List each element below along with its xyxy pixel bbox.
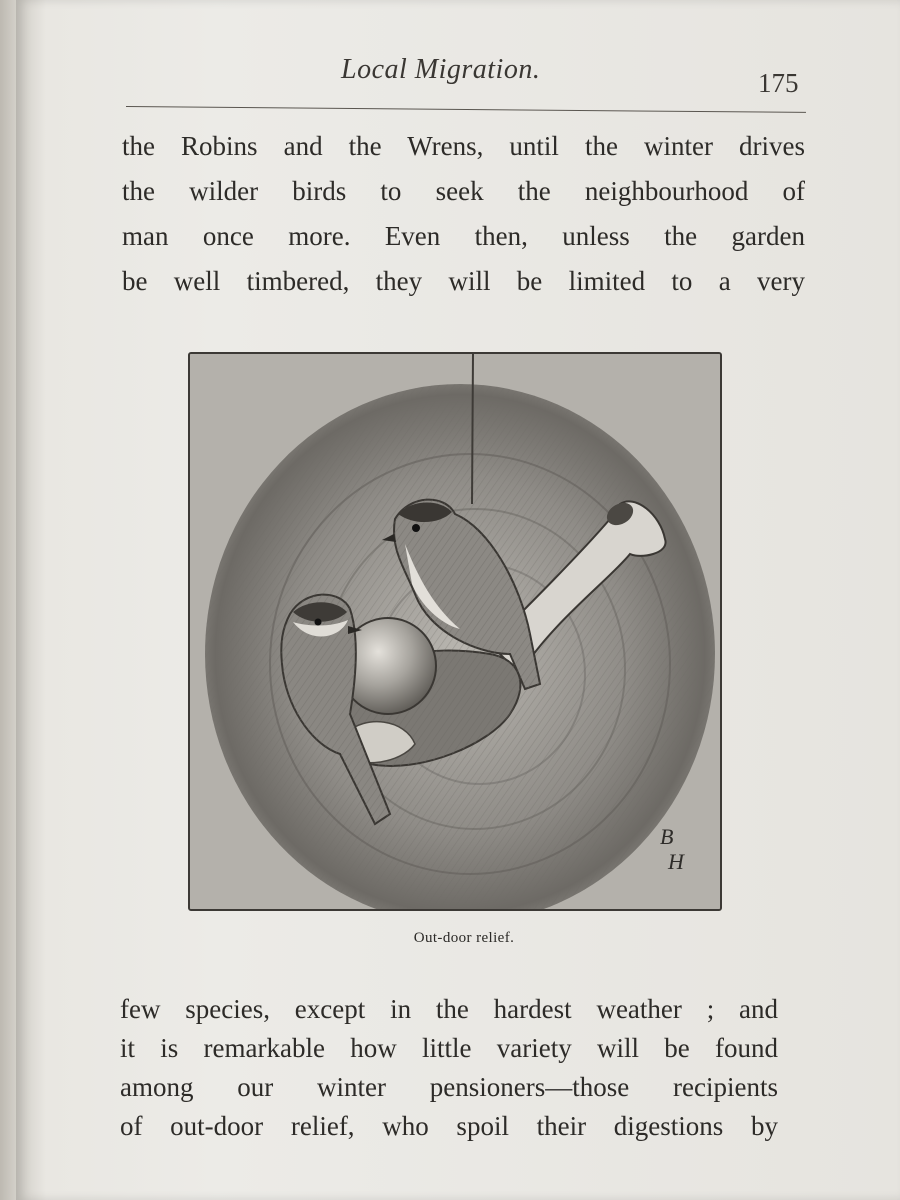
text-line: the wilder birds to seek the neighbourhood of xyxy=(122,176,805,206)
text-line: it is remarkable how little variety will be found xyxy=(120,1033,778,1063)
engraving-drawing xyxy=(190,354,720,909)
book-spine xyxy=(0,0,16,1200)
monogram-letter-b: B xyxy=(660,824,674,849)
page-header xyxy=(16,50,900,100)
engraving-illustration xyxy=(188,352,722,911)
text-line: few species, except in the hardest weather ; and xyxy=(120,994,778,1024)
text-line: be well timbered, they will be limited to a very xyxy=(122,266,805,296)
header-rule xyxy=(126,106,806,113)
hanging-string xyxy=(472,354,473,504)
figure-caption: Out-door relief. xyxy=(413,930,515,946)
text-line: the Robins and the Wrens, until the winter drives xyxy=(122,131,805,161)
page-number: 175 xyxy=(758,68,799,98)
book-page xyxy=(16,0,900,1200)
running-title: Local Migration. xyxy=(341,54,541,85)
text-line: among our winter pensioners—those recipients xyxy=(120,1072,778,1102)
paragraph-bottom xyxy=(120,990,778,1146)
text-line: man once more. Even then, unless the garden xyxy=(122,221,805,251)
paragraph-top xyxy=(122,124,805,304)
monogram-letter-h: H xyxy=(668,849,684,874)
text-line: of out-door relief, who spoil their digestions by xyxy=(120,1111,778,1141)
